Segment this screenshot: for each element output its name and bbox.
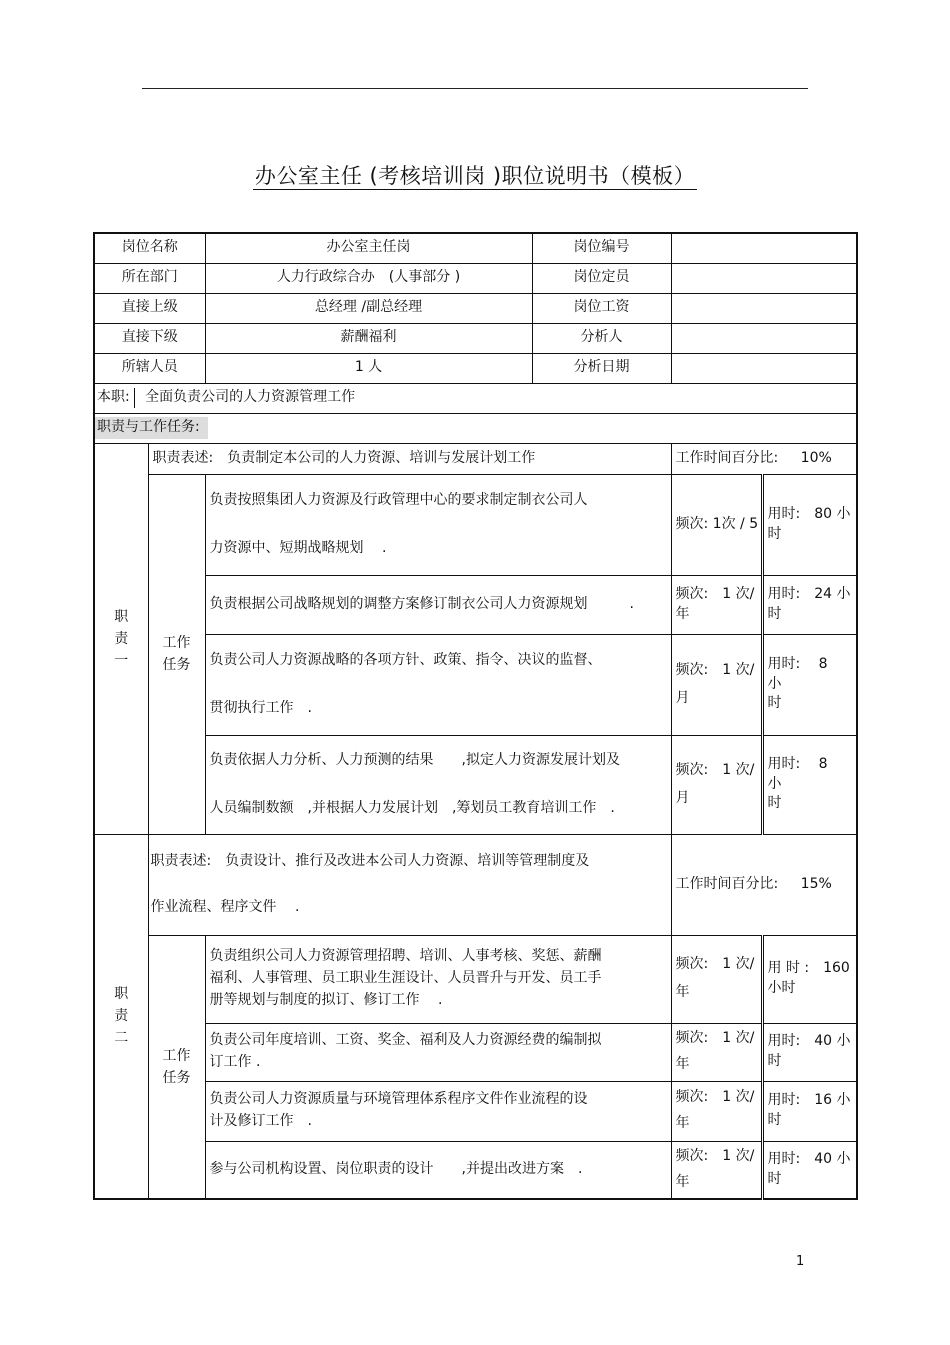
info-label: 直接下级 xyxy=(94,323,205,353)
info-row xyxy=(94,353,857,383)
task-frequency: 频次: 1 次/ 年 xyxy=(671,575,762,634)
task-row xyxy=(94,935,857,1023)
info-label: 直接上级 xyxy=(94,293,205,323)
task-duration: 用 时 : 160 小时 xyxy=(762,935,857,1023)
duties-header-label: 职责与工作任务: xyxy=(95,417,208,439)
document-title: 办公室主任 (考核培训岗 )职位说明书（模板） xyxy=(254,164,696,188)
info-value: 办公室主任岗 xyxy=(205,233,532,263)
info-value xyxy=(671,293,857,323)
duty1-percent-cell xyxy=(671,443,857,474)
task-frequency: 频次: 1 次/ 月 xyxy=(671,634,762,735)
task-description: 参与公司机构设置、岗位职责的设计 ,并提出改进方案 . xyxy=(205,1141,671,1199)
task-duration: 用时: 80 小 时 xyxy=(762,474,857,575)
task-frequency: 频次: 1次 / 5 xyxy=(671,474,762,575)
task-duration: 用时: 8 小 时 xyxy=(762,735,857,834)
task-duration: 用时: 40 小 时 xyxy=(762,1141,857,1199)
task-frequency: 频次: 1 次/ 年 xyxy=(671,1023,762,1081)
task-row xyxy=(94,1023,857,1081)
info-value xyxy=(671,353,857,383)
duty2-percent-label: 工作时间百分比: xyxy=(675,875,779,892)
info-label: 岗位编号 xyxy=(532,233,671,263)
info-row xyxy=(94,263,857,293)
task-frequency: 频次: 1 次/ 年 xyxy=(671,935,762,1023)
duty1-desc-row xyxy=(94,443,857,474)
task-description: 负责按照集团人力资源及行政管理中心的要求制定制衣公司人 力资源中、短期战略规划 . xyxy=(205,474,671,575)
duty1-percent: 10% xyxy=(800,449,832,466)
job-description-table xyxy=(93,232,858,1200)
info-row xyxy=(94,323,857,353)
info-label: 所辖人员 xyxy=(94,353,205,383)
duty1-name: 职 责 一 xyxy=(94,443,148,834)
task-row xyxy=(94,634,857,735)
task-row xyxy=(94,735,857,834)
task-description: 负责公司人力资源质量与环境管理体系程序文件作业流程的设 计及修订工作 . xyxy=(205,1081,671,1141)
task-description: 负责公司年度培训、工资、奖金、福利及人力资源经费的编制拟 订工作 . xyxy=(205,1023,671,1081)
info-row xyxy=(94,233,857,263)
task-frequency: 频次: 1 次/ 月 xyxy=(671,735,762,834)
info-value: 人力行政综合办 (人事部分 ) xyxy=(205,263,532,293)
page-number: 1 xyxy=(796,1254,805,1269)
duty2-name: 职 责 二 xyxy=(94,834,148,1199)
core-duty-label: 本职: xyxy=(95,388,135,408)
task-description: 负责组织公司人力资源管理招聘、培训、人事考核、奖惩、薪酬 福利、人事管理、员工职业生涯设计、人员晋升与开发、员工手 册等规划与制度的拟订、修订工作 . xyxy=(205,935,671,1023)
duty1-percent-label: 工作时间百分比: xyxy=(675,449,779,466)
core-duty-row xyxy=(94,383,857,413)
info-label: 岗位名称 xyxy=(94,233,205,263)
duty1-task-label: 工作 任务 xyxy=(148,474,205,834)
info-value xyxy=(671,263,857,293)
info-value: 总经理 /副总经理 xyxy=(205,293,532,323)
duty2-description: 职责表述: 负责设计、推行及改进本公司人力资源、培训等管理制度及 作业流程、程序文件 . xyxy=(148,834,671,935)
core-duty-cell xyxy=(94,383,857,413)
task-description: 负责根据公司战略规划的调整方案修订制衣公司人力资源规划 . xyxy=(205,575,671,634)
duty2-percent: 15% xyxy=(800,875,832,892)
info-label: 所在部门 xyxy=(94,263,205,293)
info-label: 分析日期 xyxy=(532,353,671,383)
task-duration: 用时: 24 小 时 xyxy=(762,575,857,634)
info-label: 分析人 xyxy=(532,323,671,353)
duties-header-cell xyxy=(94,413,857,443)
task-row xyxy=(94,575,857,634)
duty2-percent-cell xyxy=(671,834,857,935)
duty2-task-label: 工作 任务 xyxy=(148,935,205,1199)
info-label: 岗位工资 xyxy=(532,293,671,323)
task-row xyxy=(94,474,857,575)
task-duration: 用时: 16 小 时 xyxy=(762,1081,857,1141)
duty1-description: 职责表述: 负责制定本公司的人力资源、培训与发展计划工作 xyxy=(148,443,671,474)
task-frequency: 频次: 1 次/ 年 xyxy=(671,1141,762,1199)
task-description: 负责依据人力分析、人力预测的结果 ,拟定人力资源发展计划及 人员编制数额 ,并根据人力发展计划 ,筹划员工教育培训工作 . xyxy=(205,735,671,834)
core-duty-value: 全面负责公司的人力资源管理工作 xyxy=(145,389,356,406)
duty2-desc-row xyxy=(94,834,857,935)
task-duration: 用时: 40 小 时 xyxy=(762,1023,857,1081)
info-value xyxy=(671,233,857,263)
info-value: 薪酬福利 xyxy=(205,323,532,353)
task-row xyxy=(94,1081,857,1141)
duties-header-row xyxy=(94,413,857,443)
info-row xyxy=(94,293,857,323)
task-description: 负责公司人力资源战略的各项方针、政策、指令、决议的监督、 贯彻执行工作 . xyxy=(205,634,671,735)
info-value: 1 人 xyxy=(205,353,532,383)
task-frequency: 频次: 1 次/ 年 xyxy=(671,1081,762,1141)
header-rule xyxy=(142,88,808,89)
info-label: 岗位定员 xyxy=(532,263,671,293)
info-value xyxy=(671,323,857,353)
task-duration: 用时: 8 小 时 xyxy=(762,634,857,735)
task-row xyxy=(94,1141,857,1199)
